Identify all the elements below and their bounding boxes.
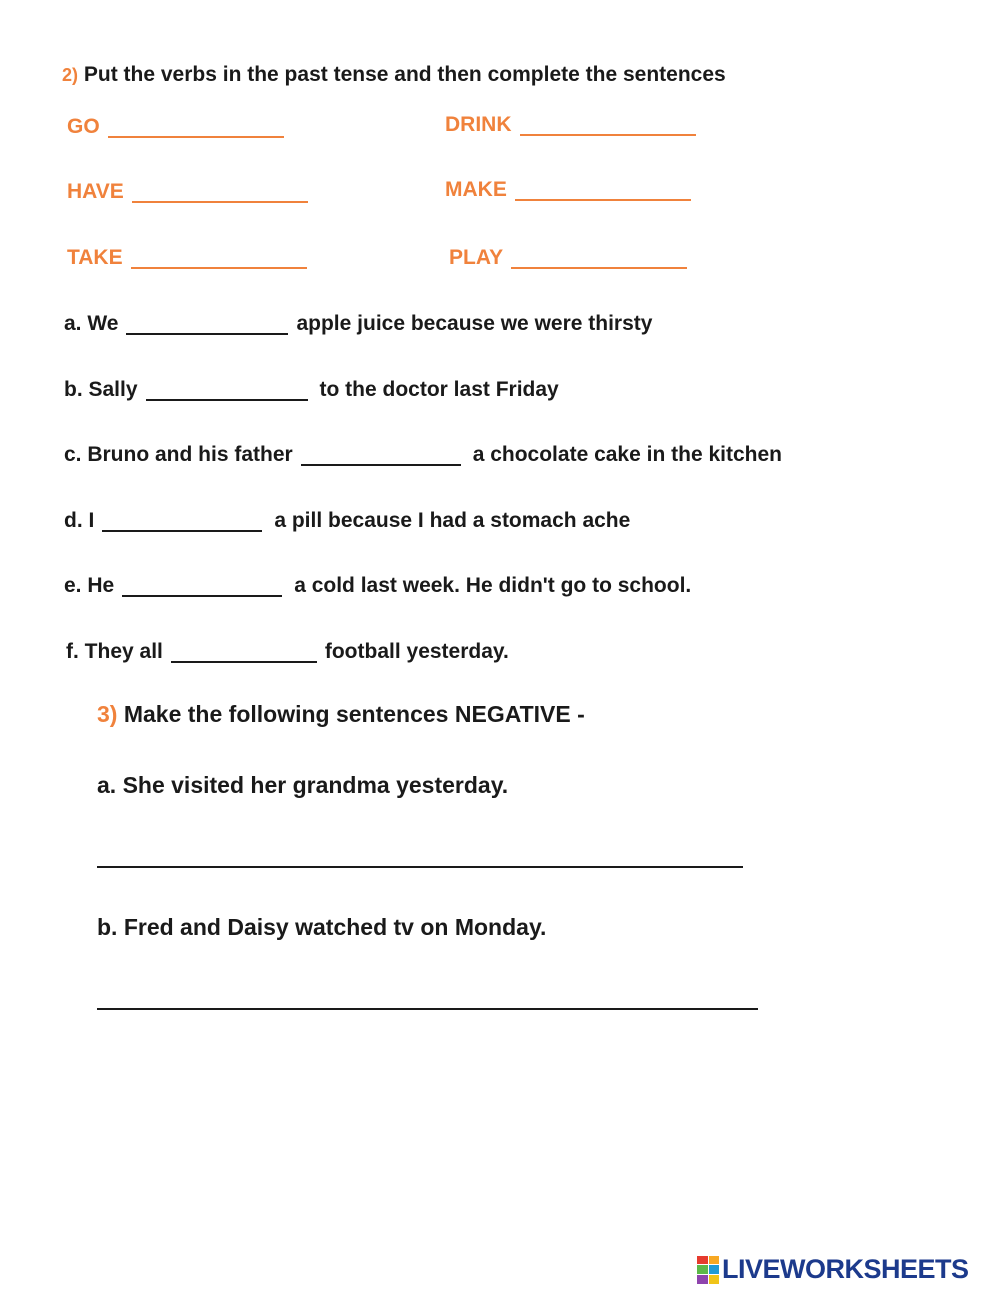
sentence-d-after: a pill because I had a stomach ache — [274, 509, 631, 532]
verb-take-input[interactable] — [131, 249, 307, 269]
logo-square-1 — [697, 1256, 708, 1265]
sentence-f — [66, 640, 509, 664]
sentence-c — [64, 443, 782, 467]
negative-item-b: b. Fred and Daisy watched tv on Monday. — [97, 914, 547, 940]
liveworksheets-logo-text: LIVEWORKSHEETS — [722, 1254, 969, 1284]
verb-have-label: HAVE — [67, 180, 124, 203]
verb-drink-input[interactable] — [520, 116, 696, 136]
negative-answer-line-b[interactable] — [97, 1008, 758, 1010]
section-3-number: 3) — [97, 701, 118, 727]
sentence-e-after: a cold last week. He didn't go to school. — [294, 574, 692, 597]
sentence-b-before: b. Sally — [64, 378, 138, 401]
negative-answer-line-a[interactable] — [97, 866, 743, 868]
liveworksheets-logo-icon — [697, 1256, 719, 1284]
verb-make — [445, 178, 699, 202]
sentence-c-before: c. Bruno and his father — [64, 443, 293, 466]
logo-square-5 — [697, 1275, 708, 1284]
logo-square-4 — [709, 1265, 720, 1274]
verb-drink-label: DRINK — [445, 113, 512, 136]
verb-go-label: GO — [67, 115, 100, 138]
verb-take — [67, 246, 315, 270]
sentence-c-input[interactable] — [301, 446, 461, 466]
verb-have — [67, 180, 316, 204]
sentence-a-input[interactable] — [126, 315, 288, 335]
sentence-f-after: football yesterday. — [324, 640, 509, 663]
sentence-b-after: to the doctor last Friday — [319, 378, 559, 401]
sentence-d — [64, 509, 630, 533]
section-2-instruction: Put the verbs in the past tense and then complete the sentences — [83, 63, 726, 86]
sentence-a-before: a. We — [64, 312, 119, 335]
logo-square-3 — [697, 1265, 708, 1274]
section-3-instruction: Make the following sentences NEGATIVE - — [123, 701, 585, 727]
section-3-heading — [97, 701, 585, 728]
verb-have-input[interactable] — [132, 183, 308, 203]
verb-play-label: PLAY — [449, 246, 504, 269]
sentence-e — [64, 574, 691, 598]
logo-square-2 — [709, 1256, 720, 1265]
section-2-number: 2) — [62, 65, 79, 85]
verb-play — [449, 246, 695, 270]
sentence-a — [64, 312, 652, 336]
logo-square-6 — [709, 1275, 720, 1284]
sentence-e-before: e. He — [64, 574, 115, 597]
liveworksheets-logo — [697, 1254, 969, 1285]
sentence-e-input[interactable] — [122, 577, 282, 597]
verb-make-input[interactable] — [515, 181, 691, 201]
section-2-heading — [62, 63, 726, 87]
sentence-d-input[interactable] — [102, 512, 262, 532]
verb-drink — [445, 113, 704, 137]
sentence-f-before: f. They all — [66, 640, 163, 663]
negative-item-a: a. She visited her grandma yesterday. — [97, 772, 509, 798]
verb-go-input[interactable] — [108, 118, 284, 138]
sentence-b-input[interactable] — [146, 381, 308, 401]
sentence-f-input[interactable] — [171, 643, 317, 663]
sentence-c-after: a chocolate cake in the kitchen — [472, 443, 782, 466]
sentence-a-after: apple juice because we were thirsty — [296, 312, 653, 335]
verb-make-label: MAKE — [445, 178, 507, 201]
verb-take-label: TAKE — [67, 246, 123, 269]
sentence-d-before: d. I — [64, 509, 95, 532]
verb-play-input[interactable] — [511, 249, 687, 269]
sentence-b — [64, 378, 559, 402]
verb-go — [67, 115, 292, 139]
